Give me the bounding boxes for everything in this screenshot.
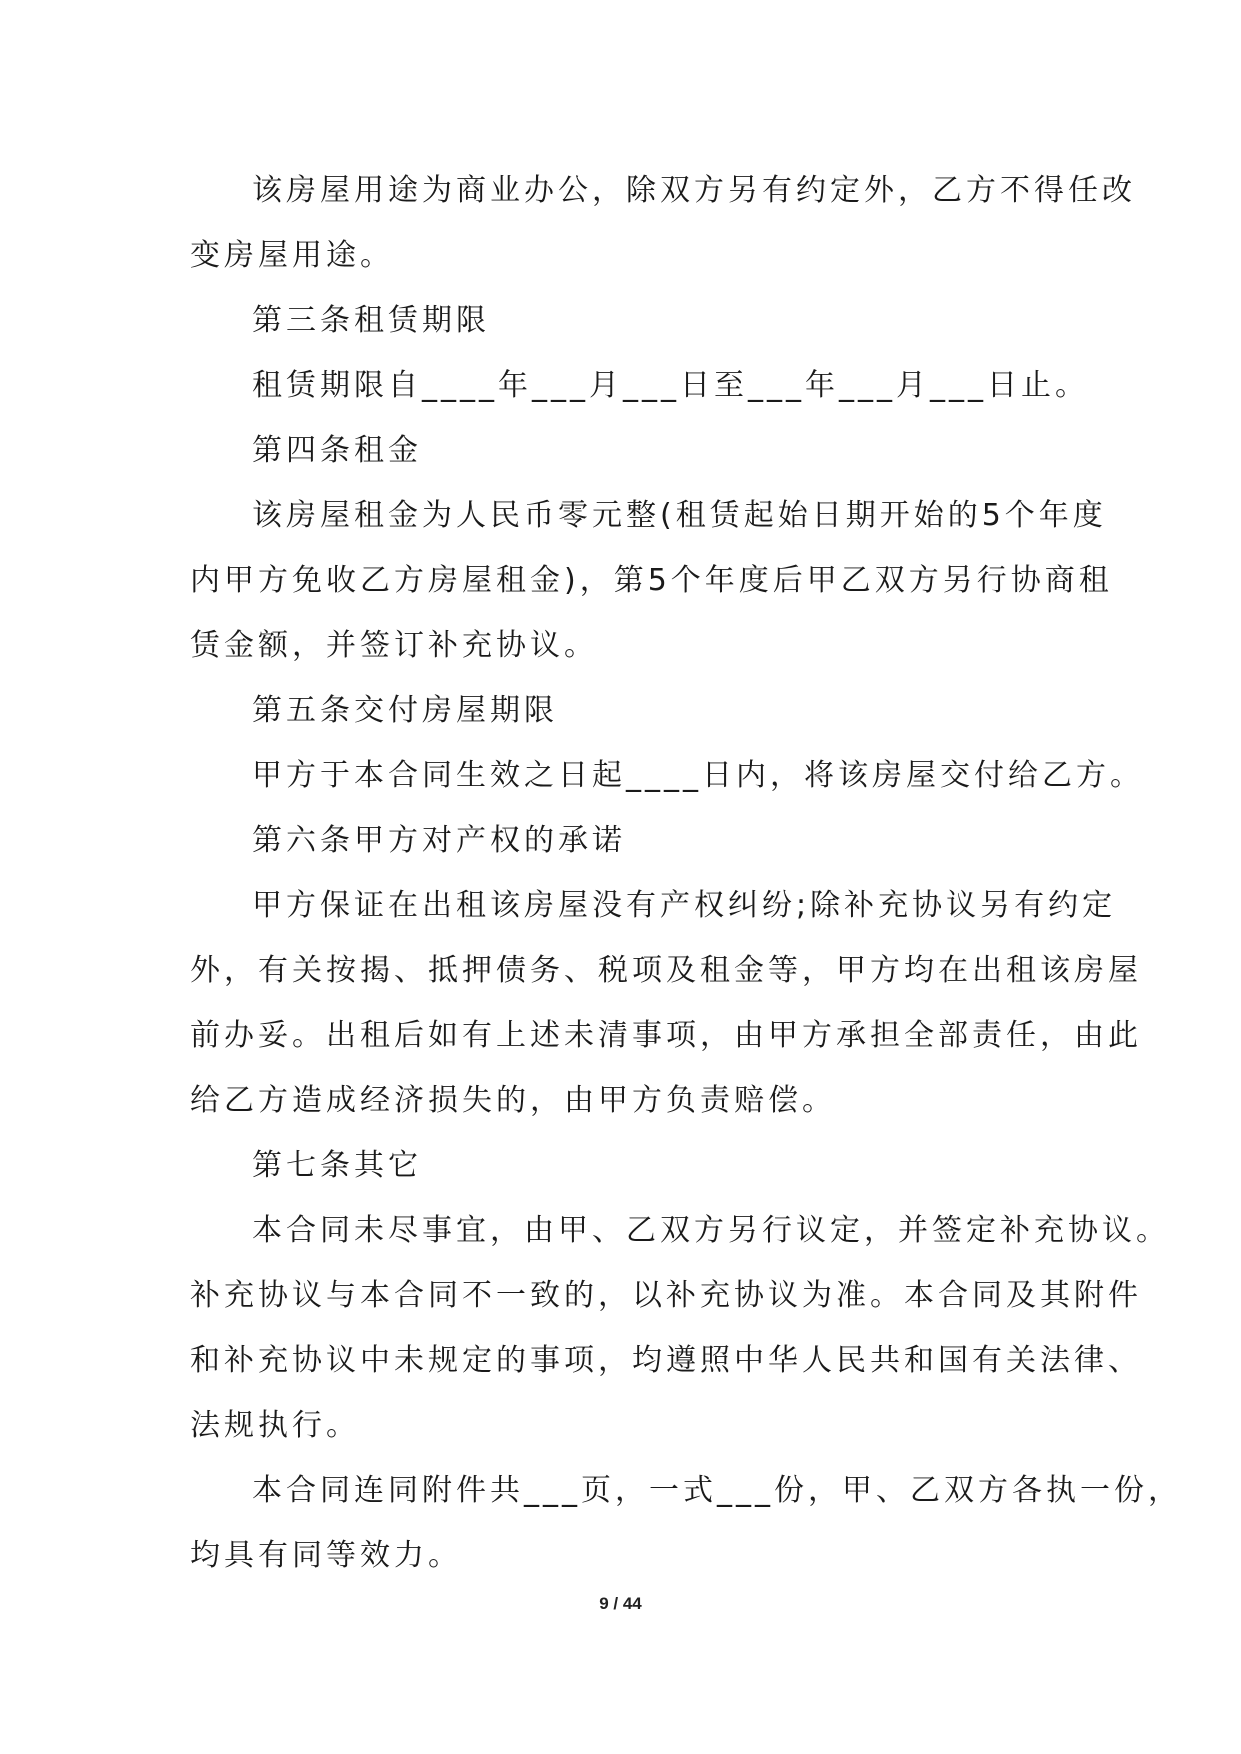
paragraph-line: 该房屋租金为人民币零元整(租赁起始日期开始的5个年度 <box>252 498 1107 533</box>
paragraph-line: 外，有关按揭、抵押债务、税项及租金等，甲方均在出租该房屋 <box>190 953 1142 988</box>
paragraph-line: 本合同连同附件共___页，一式___份，甲、乙双方各执一份， <box>252 1473 1182 1508</box>
paragraph <box>190 158 1136 288</box>
paragraph-line: 法规执行。 <box>190 1408 360 1443</box>
section-heading <box>190 1133 1070 1198</box>
paragraph-line: 甲方于本合同生效之日起____日内，将该房屋交付给乙方。 <box>252 758 1144 793</box>
section-heading-text: 第七条其它 <box>252 1148 422 1183</box>
section-heading <box>190 288 1070 353</box>
paragraph-line: 甲方保证在出租该房屋没有产权纠纷;除补充协议另有约定 <box>252 888 1117 923</box>
paragraph-line: 变房屋用途。 <box>190 238 394 273</box>
section-heading-text: 第六条甲方对产权的承诺 <box>252 823 626 858</box>
paragraph <box>190 873 1142 1133</box>
page-number: 9 / 44 <box>599 1594 642 1613</box>
paragraph-line: 和补充协议中未规定的事项，均遵照中华人民共和国有关法律、 <box>190 1343 1142 1378</box>
paragraph-line: 均具有同等效力。 <box>190 1538 462 1573</box>
paragraph-line: 补充协议与本合同不一致的，以补充协议为准。本合同及其附件 <box>190 1278 1142 1313</box>
paragraph <box>190 1198 1170 1458</box>
section-heading <box>190 418 1070 483</box>
paragraph-line: 给乙方造成经济损失的，由甲方负责赔偿。 <box>190 1083 836 1118</box>
paragraph-line: 赁金额，并签订补充协议。 <box>190 628 598 663</box>
section-heading-text: 第三条租赁期限 <box>252 303 490 338</box>
paragraph <box>190 1458 1182 1588</box>
paragraph-line: 前办妥。出租后如有上述未清事项，由甲方承担全部责任，由此 <box>190 1018 1142 1053</box>
paragraph-line: 租赁期限自____年___月___日至___年___月___日止。 <box>252 368 1089 403</box>
paragraph <box>190 353 1089 418</box>
paragraph <box>190 483 1113 678</box>
paragraph-line: 内甲方免收乙方房屋租金)，第5个年度后甲乙双方另行协商租 <box>190 563 1113 598</box>
section-heading <box>190 678 1070 743</box>
section-heading-text: 第五条交付房屋期限 <box>252 693 558 728</box>
document-body <box>190 158 1182 1588</box>
section-heading-text: 第四条租金 <box>252 433 422 468</box>
paragraph-line: 本合同未尽事宜，由甲、乙双方另行议定，并签定补充协议。 <box>252 1213 1170 1248</box>
section-heading <box>190 808 1070 873</box>
paragraph-line: 该房屋用途为商业办公，除双方另有约定外，乙方不得任改 <box>252 173 1136 208</box>
paragraph <box>190 743 1144 808</box>
